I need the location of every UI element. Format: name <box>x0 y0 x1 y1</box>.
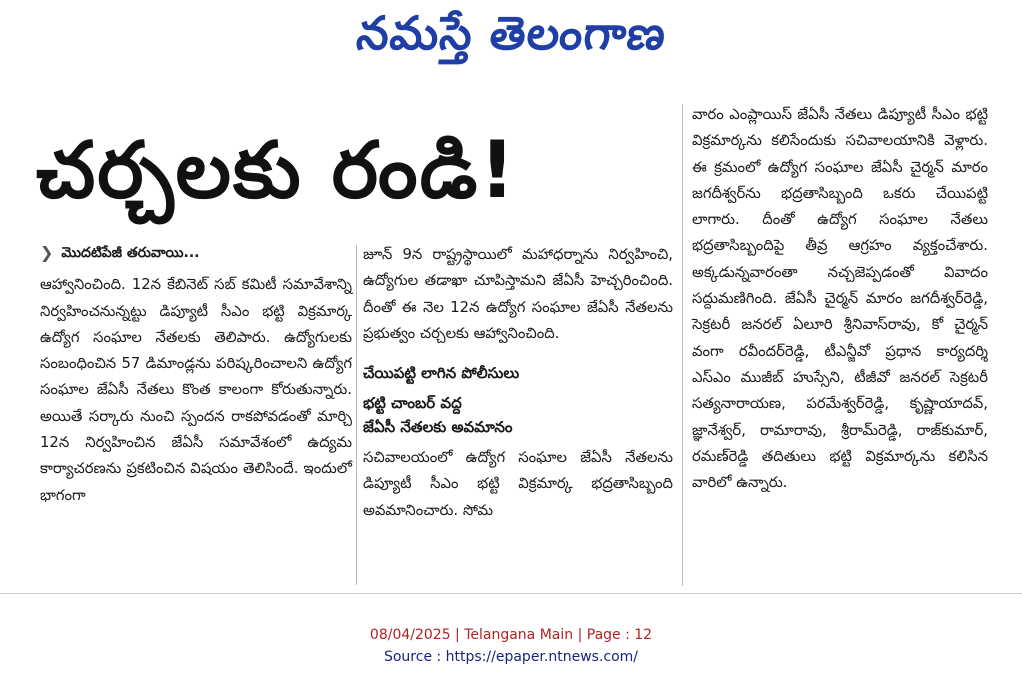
article-column-1 <box>40 240 352 509</box>
subheading-insult-line1: భట్టి చాంబర్ వద్ద <box>363 394 462 413</box>
body-paragraph: సచివాలయంలో ఉద్యోగ సంఘాల జేఏసీ నేతలను డిప్యూటీ సీఎం భట్టి విక్రమార్క భద్రతాసిబ్బంది అవమానించారు. సోమ <box>363 449 673 519</box>
article-column-2 <box>363 242 673 524</box>
footer <box>0 624 1022 668</box>
body-paragraph: ఆహ్వానించింది. 12న కేబినెట్ సబ్ కమిటీ సమావేశాన్ని నిర్వహించనున్నట్టు డిప్యూటీ సీఎం భట్టి విక్రమార్క ఉద్యోగ సంఘాల నేతలకు తెలిపారు. ఉద్యోగులకు సంబంధించిన 57 డిమాండ్లను పరిష్కరించాలని ఉద్యోగ సంఘాల జేఏసీ నేతలు కొంత కాలంగా కోరుతున్నారు. అయితే సర్కారు నుంచి స్పందన రాకపోవడంతో మార్చి 12న నిర్వహించిన జేఏసీ సమావేశంలో ఉద్యమ కార్యాచరణను ప్రకటించిన విషయం తెలిసిందే. ఇందులో భాగంగా <box>40 276 352 504</box>
edition-info: 08/04/2025 | Telangana Main | Page : 12 <box>369 627 653 643</box>
column-divider <box>682 104 683 586</box>
article-column-3 <box>692 102 988 496</box>
newspaper-masthead: నమస్తే తెలంగాణ <box>354 6 670 60</box>
subheading-police: చేయిపట్టి లాగిన పోలీసులు <box>363 364 520 383</box>
column-divider <box>356 245 357 585</box>
chevron-right-icon: ❯ <box>40 243 54 262</box>
continued-label: మొదటిపేజీ తరువాయి... <box>61 245 200 261</box>
article-headline: చర్చలకు రండి! <box>36 126 517 216</box>
body-paragraph: వారం ఎంప్లాయిస్ జేఏసీ నేతలు డిప్యూటీ సీఎం భట్టి విక్రమార్కను కలిసేందుకు సచివాలయానికి వెళ్లారు. ఈ క్రమంలో ఉద్యోగ సంఘాల జేఏసీ చైర్మన్ మారం జగదీశ్వర్‌ను భద్రతాసిబ్బంది ఒకరు చేయిపట్టి లాగారు. దీంతో ఉద్యోగ సంఘాల నేతలు భద్రతాసిబ్బందిపై తీవ్ర ఆగ్రహం వ్యక్తంచేశారు. అక్కడున్నవారంతా నచ్చజెప్పడంతో వివాదం సద్దుమణిగింది. జేఏసీ చైర్మన్ మారం జగదీశ్వర్‌రెడ్డి, సెక్రటరీ జనరల్ ఏలూరి శ్రీనివాస్‌రావు, కో చైర్మన్ వంగా రవీందర్‌రెడ్డి, టీఎన్జీవో ప్రధాన కార్యదర్శి ఎస్‌ఎం ముజీబ్ హుస్సేని, టీజీవో జనరల్ సెక్రటరీ సత్యనారాయణ, పరమేశ్వర్‌రెడ్డి, కృష్ణాయాదవ్, జ్ఞానేశ్వర్, రామారావు, శ్రీరామ్‌రెడ్డి, రాజ్‌కుమార్, రమణ్‌రెడ్డి తదితులు భట్టి విక్రమార్కను కలిసిన వారిలో ఉన్నారు. <box>692 106 988 492</box>
continued-from-front-page <box>40 240 352 266</box>
body-paragraph: జూన్ 9న రాష్ట్రస్థాయిలో మహాధర్నాను నిర్వహించి, ఉద్యోగుల తడాఖా చూపిస్తామని జేఏసీ హెచ్చరించింది. దీంతో ఈ నెల 12న ఉద్యోగ సంఘాల జేఏసీ నేతలను ప్రభుత్వం చర్చలకు ఆహ్వానించింది. <box>363 246 673 342</box>
footer-divider <box>0 593 1022 594</box>
subheading-insult-line2: జేఏసీ నేతలకు అవమానం <box>363 418 513 437</box>
source-link[interactable]: Source : https://epaper.ntnews.com/ <box>383 649 639 665</box>
